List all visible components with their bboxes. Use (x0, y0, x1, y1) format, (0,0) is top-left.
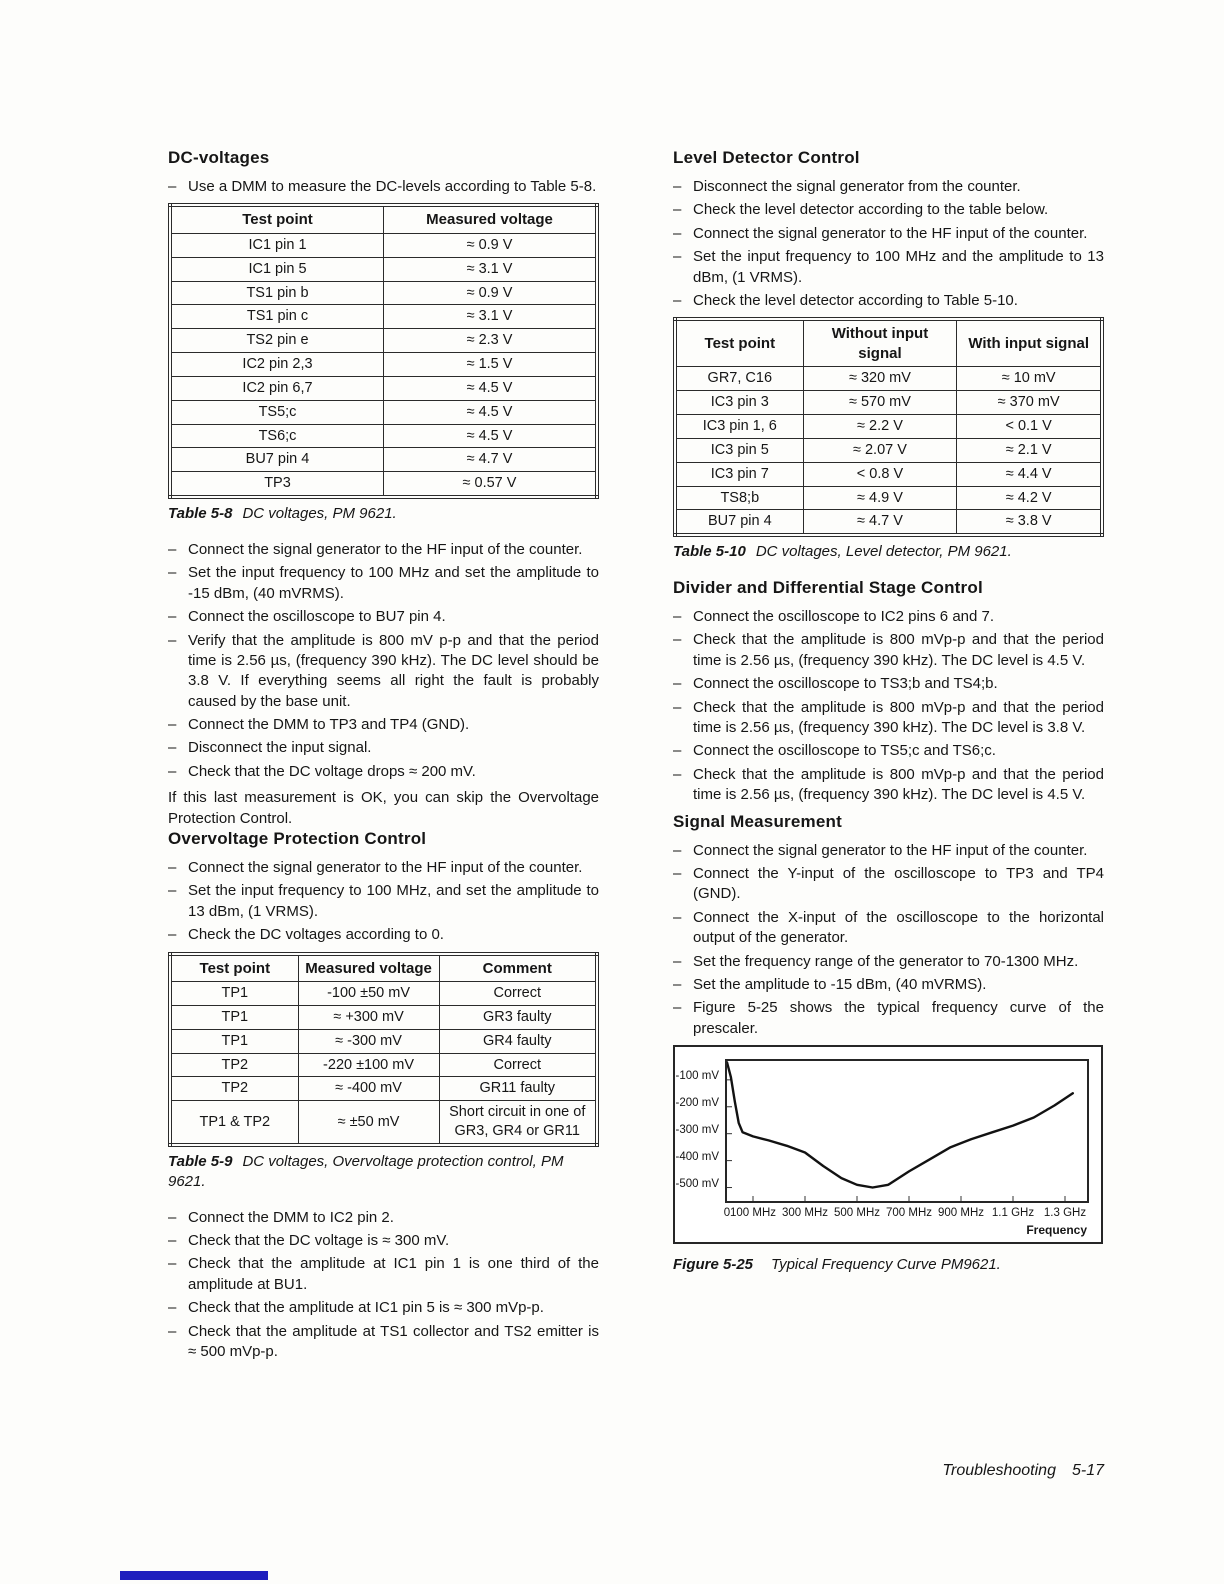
x-tick-label: 0 (723, 1207, 731, 1220)
bullet-dash: – (168, 739, 177, 757)
bullet-text: Set the amplitude to -15 dBm, (40 mVRMS). (693, 975, 987, 993)
list-item (673, 908, 1104, 949)
frequency-curve (727, 1061, 1091, 1201)
test-point-cell: IC3 pin 7 (675, 462, 803, 486)
plot-row (675, 1059, 1089, 1203)
list-item (673, 177, 1104, 197)
list-item (673, 998, 1104, 1039)
list-item (673, 975, 1104, 995)
list-item (168, 1322, 599, 1363)
test-point-cell: TP2 (170, 1077, 298, 1101)
voltage-cell: ≈ -300 mV (298, 1029, 439, 1053)
voltage-cell: ≈ 4.5 V (384, 400, 598, 424)
bullet-dash: – (168, 1232, 177, 1249)
table-row (170, 353, 597, 377)
test-point-cell: TS5;c (170, 400, 384, 424)
bullet-dash: – (168, 926, 177, 944)
y-tick-label: -400 mV (675, 1150, 719, 1163)
table-row (170, 257, 597, 281)
test-point-cell: IC3 pin 5 (675, 438, 803, 462)
list-item (673, 952, 1104, 972)
column-header: Comment (439, 954, 597, 982)
y-tick-label: -100 mV (675, 1069, 719, 1082)
list-item (168, 607, 599, 627)
table-row (170, 1053, 597, 1077)
list-item (168, 540, 599, 560)
bullet-text: Check the level detector according to Table 5-10. (693, 291, 1018, 309)
voltage-cell: -100 ±50 mV (298, 982, 439, 1006)
table-5-10-caption (673, 542, 1104, 562)
bullet-text: Connect the oscilloscope to TS5;c and TS6;c. (693, 742, 996, 760)
bullet-text: Check that the DC voltage drops ≈ 200 mV. (188, 762, 476, 780)
y-tick-label: -300 mV (675, 1123, 719, 1136)
table-5-10-body (675, 367, 1102, 535)
test-point-cell: BU7 pin 4 (675, 510, 803, 535)
caption-label: Table 5-10 (673, 543, 746, 561)
list-item (168, 631, 599, 713)
list-item (673, 841, 1104, 861)
bullet-dash: – (168, 631, 177, 649)
table-row (170, 472, 597, 497)
list-item (168, 563, 599, 604)
table-5-8-body (170, 233, 597, 497)
voltage-cell: ≈ ±50 mV (298, 1101, 439, 1145)
bullet-dash: – (673, 201, 682, 219)
test-point-cell: TS8;b (675, 486, 803, 510)
list-item (673, 630, 1104, 671)
column-header: With input signal (957, 319, 1102, 367)
bullet-dash: – (673, 248, 682, 266)
table-row (170, 305, 597, 329)
table-row (675, 486, 1102, 510)
table-row (675, 415, 1102, 439)
test-point-cell: TP1 (170, 1005, 298, 1029)
list-item (168, 925, 599, 945)
comment-cell: GR11 faulty (439, 1077, 597, 1101)
bullet-dash: – (168, 608, 177, 626)
table-row (170, 376, 597, 400)
bullet-text: Set the frequency range of the generator to 70-1300 MHz. (693, 952, 1079, 970)
bullet-dash: – (673, 908, 682, 926)
table-row (675, 510, 1102, 535)
table-row (170, 1029, 597, 1053)
y-tick-label: -500 mV (675, 1177, 719, 1190)
left-column (168, 148, 599, 1368)
test-point-cell: IC2 pin 2,3 (170, 353, 384, 377)
bullet-text: Connect the signal generator to the HF input of the counter. (188, 859, 583, 877)
caption-text: DC voltages, PM 9621. (242, 505, 397, 523)
test-point-cell: IC3 pin 1, 6 (675, 415, 803, 439)
dc-intro-list (168, 177, 599, 197)
list-item (673, 741, 1104, 761)
table-5-9-caption (168, 1152, 599, 1192)
bullet-text: Verify that the amplitude is 800 mV p-p and that the period time is 2.56 µs, (frequency 390 kHz). The DC level should be 3.8 V. If everything seems all right the fault is probably caused by the base unit. (188, 631, 599, 710)
column-header: Measured voltage (298, 954, 439, 982)
table-row (170, 281, 597, 305)
table-row (675, 438, 1102, 462)
heading-signal-measurement: Signal Measurement (673, 811, 842, 831)
with-signal-cell: ≈ 3.8 V (957, 510, 1102, 535)
column-header: Measured voltage (384, 205, 598, 233)
voltage-cell: ≈ 3.1 V (384, 305, 598, 329)
test-point-cell: TP1 (170, 982, 298, 1006)
without-signal-cell: ≈ 2.07 V (803, 438, 957, 462)
voltage-cell: -220 ±100 mV (298, 1053, 439, 1077)
test-point-cell: IC3 pin 3 (675, 391, 803, 415)
table-row (675, 391, 1102, 415)
x-tick-label: 1.3 GHz (1043, 1207, 1087, 1220)
comment-cell: GR3 faulty (439, 1005, 597, 1029)
test-point-cell: IC1 pin 5 (170, 257, 384, 281)
bullet-text: Connect the signal generator to the HF input of the counter. (188, 540, 583, 558)
bullet-dash: – (673, 742, 682, 760)
table-5-10-header (675, 319, 1102, 367)
test-point-cell: TS6;c (170, 424, 384, 448)
with-signal-cell: < 0.1 V (957, 415, 1102, 439)
caption-text: Typical Frequency Curve PM9621. (771, 1256, 1001, 1274)
test-point-cell: GR7, C16 (675, 367, 803, 391)
header-row (170, 205, 597, 233)
list-item (673, 607, 1104, 627)
list-item (168, 1231, 599, 1251)
without-signal-cell: < 0.8 V (803, 462, 957, 486)
bullet-text: Check the level detector according to the table below. (693, 201, 1049, 219)
voltage-cell: ≈ 4.7 V (384, 448, 598, 472)
table-5-9-header (170, 954, 597, 982)
with-signal-cell: ≈ 4.2 V (957, 486, 1102, 510)
bullet-dash: – (168, 762, 177, 780)
footer-chapter-label: Troubleshooting (942, 1462, 1056, 1479)
table-5-8 (168, 203, 599, 499)
test-point-cell: BU7 pin 4 (170, 448, 384, 472)
bullet-dash: – (168, 1322, 177, 1340)
list-item (168, 1208, 599, 1228)
bullet-dash: – (673, 291, 682, 309)
table-row (675, 462, 1102, 486)
column-header: Test point (170, 954, 298, 982)
list-item (168, 762, 599, 782)
bullet-text: Connect the DMM to TP3 and TP4 (GND). (188, 716, 470, 734)
heading-divider-stage: Divider and Differential Stage Control (673, 578, 983, 598)
table-row (170, 448, 597, 472)
bullet-text: Connect the signal generator to the HF input of the counter. (693, 224, 1088, 242)
list-item (673, 291, 1104, 311)
bullet-dash: – (673, 675, 682, 693)
bullet-dash: – (168, 716, 177, 734)
voltage-cell: ≈ +300 mV (298, 1005, 439, 1029)
page-content (168, 148, 1104, 1368)
without-signal-cell: ≈ 2.2 V (803, 415, 957, 439)
ldc-procedure-list (673, 177, 1104, 311)
dc-procedure-list (168, 540, 599, 782)
caption-label: Table 5-8 (168, 505, 233, 523)
x-tick-label: 700 MHz (885, 1207, 933, 1220)
with-signal-cell: ≈ 10 mV (957, 367, 1102, 391)
scan-artifact-bar (120, 1571, 268, 1580)
test-point-cell: TP2 (170, 1053, 298, 1077)
bullet-dash: – (168, 882, 177, 900)
bullet-text: Check that the amplitude is 800 mVp-p and that the period time is 2.56 µs, (frequency 390 kHz). The DC level is 4.5 V. (693, 765, 1104, 804)
ovp-check-list (168, 1208, 599, 1363)
bullet-text: Figure 5-25 shows the typical frequency curve of the prescaler. (693, 999, 1104, 1037)
voltage-cell: ≈ -400 mV (298, 1077, 439, 1101)
column-header: Test point (170, 205, 384, 233)
header-row (170, 954, 597, 982)
table-row (170, 400, 597, 424)
bullet-text: Check that the DC voltage is ≈ 300 mV. (188, 1232, 450, 1249)
bullet-dash: – (673, 975, 682, 993)
test-point-cell: IC1 pin 1 (170, 233, 384, 257)
x-axis-title: Frequency (1026, 1223, 1087, 1238)
voltage-cell: ≈ 4.5 V (384, 424, 598, 448)
bullet-text: Connect the Y-input of the oscilloscope to TP3 and TP4 (GND). (693, 864, 1104, 903)
bullet-dash: – (673, 608, 682, 626)
bullet-dash: – (168, 859, 177, 877)
bullet-text: Connect the signal generator to the HF input of the counter. (693, 841, 1088, 859)
list-item (168, 738, 599, 758)
table-row (170, 1101, 597, 1145)
voltage-cell: ≈ 0.9 V (384, 281, 598, 305)
bullet-text: Set the input frequency to 100 MHz and the amplitude to 13 dBm, (1 VRMS). (693, 248, 1104, 286)
with-signal-cell: ≈ 2.1 V (957, 438, 1102, 462)
list-item (168, 858, 599, 878)
page-footer (168, 1462, 1104, 1480)
comment-cell: Correct (439, 982, 597, 1006)
list-item (168, 1298, 599, 1318)
bullet-text: Check that the amplitude is 800 mVp-p and that the period time is 2.56 µs, (frequency 390 kHz). The DC level is 3.8 V. (693, 698, 1104, 736)
table-row (170, 329, 597, 353)
voltage-cell: ≈ 3.1 V (384, 257, 598, 281)
heading-dc-voltages: DC-voltages (168, 148, 270, 167)
x-axis-labels (723, 1207, 1091, 1222)
dc-note-paragraph: If this last measurement is OK, you can skip the Overvoltage Protection Control. (168, 789, 599, 827)
test-point-cell: TP3 (170, 472, 384, 497)
x-tick-label: 900 MHz (937, 1207, 985, 1220)
bullet-text: Connect the oscilloscope to TS3;b and TS4;b. (693, 675, 998, 693)
list-item (673, 247, 1104, 288)
right-column (673, 148, 1104, 1368)
test-point-cell: TP1 (170, 1029, 298, 1053)
list-item (673, 200, 1104, 220)
bullet-dash: – (673, 698, 682, 716)
comment-cell: Short circuit in one of GR3, GR4 or GR11 (439, 1101, 597, 1145)
bullet-dash: – (673, 952, 682, 970)
comment-cell: Correct (439, 1053, 597, 1077)
ovp-setup-list (168, 858, 599, 946)
list-item (168, 177, 599, 197)
bullet-text: Check that the amplitude at TS1 collector and TS2 emitter is ≈ 500 mVp-p. (188, 1322, 599, 1360)
without-signal-cell: ≈ 320 mV (803, 367, 957, 391)
table-5-10 (673, 317, 1104, 537)
list-item (168, 715, 599, 735)
bullet-dash: – (673, 841, 682, 859)
table-5-8-caption (168, 504, 599, 524)
header-row (675, 319, 1102, 367)
table-row (170, 1005, 597, 1029)
bullet-text: Set the input frequency to 100 MHz and set the amplitude to -15 dBm, (40 mVRMS). (188, 564, 599, 602)
voltage-cell: ≈ 2.3 V (384, 329, 598, 353)
x-tick-label: 1.1 GHz (991, 1207, 1035, 1220)
list-item (168, 881, 599, 922)
divider-procedure-list (673, 607, 1104, 806)
bullet-text: Use a DMM to measure the DC-levels according to Table 5-8. (188, 178, 597, 195)
table-5-9-body (170, 982, 597, 1145)
bullet-text: Set the input frequency to 100 MHz, and set the amplitude to 13 dBm, (1 VRMS). (188, 882, 599, 920)
table-5-8-header (170, 205, 597, 233)
table-row (170, 233, 597, 257)
list-item (673, 698, 1104, 739)
list-item (168, 1254, 599, 1295)
without-signal-cell: ≈ 4.9 V (803, 486, 957, 510)
caption-text: DC voltages, Overvoltage protection control, PM 9621. (168, 1153, 564, 1190)
bullet-text: Disconnect the input signal. (188, 739, 372, 757)
with-signal-cell: ≈ 4.4 V (957, 462, 1102, 486)
x-tick-label: 500 MHz (833, 1207, 881, 1220)
bullet-text: Connect the oscilloscope to IC2 pins 6 and 7. (693, 608, 995, 626)
voltage-cell: ≈ 1.5 V (384, 353, 598, 377)
bullet-text: Check the DC voltages according to 0. (188, 926, 444, 944)
test-point-cell: TS1 pin c (170, 305, 384, 329)
bullet-dash: – (168, 540, 177, 558)
test-point-cell: TS1 pin b (170, 281, 384, 305)
comment-cell: GR4 faulty (439, 1029, 597, 1053)
list-item (673, 765, 1104, 806)
bullet-text: Connect the DMM to IC2 pin 2. (188, 1208, 394, 1226)
bullet-text: Check that the amplitude is 800 mVp-p and that the period time is 2.56 µs, (frequency 390 kHz). The DC level is 4.5 V. (693, 631, 1104, 669)
list-item (673, 864, 1104, 905)
list-item (673, 674, 1104, 694)
caption-label: Figure 5-25 (673, 1256, 754, 1274)
table-5-9 (168, 952, 599, 1147)
plot-area (725, 1059, 1089, 1203)
y-axis-labels (675, 1059, 725, 1203)
list-item (673, 224, 1104, 244)
caption-text: DC voltages, Level detector, PM 9621. (755, 543, 1012, 561)
bullet-text: Check that the amplitude at IC1 pin 1 is one third of the amplitude at BU1. (188, 1255, 599, 1293)
bullet-dash: – (673, 631, 682, 649)
voltage-cell: ≈ 4.5 V (384, 376, 598, 400)
heading-overvoltage: Overvoltage Protection Control (168, 829, 427, 849)
figure-caption (673, 1256, 1104, 1273)
bullet-dash: – (673, 224, 682, 242)
column-header: Test point (675, 319, 803, 367)
test-point-cell: IC2 pin 6,7 (170, 376, 384, 400)
voltage-cell: ≈ 0.57 V (384, 472, 598, 497)
bullet-text: Disconnect the signal generator from the counter. (693, 178, 1021, 195)
bullet-dash: – (673, 999, 682, 1017)
bullet-text: Check that the amplitude at IC1 pin 5 is ≈ 300 mVp-p. (188, 1299, 544, 1317)
bullet-dash: – (168, 178, 177, 195)
frequency-curve-figure (673, 1045, 1103, 1244)
x-tick-label: 300 MHz (781, 1207, 829, 1220)
signal-procedure-list (673, 841, 1104, 1040)
without-signal-cell: ≈ 4.7 V (803, 510, 957, 535)
with-signal-cell: ≈ 370 mV (957, 391, 1102, 415)
without-signal-cell: ≈ 570 mV (803, 391, 957, 415)
table-row (170, 982, 597, 1006)
test-point-cell: TS2 pin e (170, 329, 384, 353)
voltage-cell: ≈ 0.9 V (384, 233, 598, 257)
bullet-dash: – (673, 864, 682, 882)
table-row (170, 1077, 597, 1101)
bullet-dash: – (168, 1299, 177, 1317)
footer-page-number: 5-17 (1071, 1462, 1104, 1479)
test-point-cell: TP1 & TP2 (170, 1101, 298, 1145)
bullet-dash: – (673, 178, 682, 195)
bullet-dash: – (168, 1208, 177, 1226)
column-header: Without input signal (803, 319, 957, 367)
bullet-dash: – (168, 564, 177, 582)
table-row (675, 367, 1102, 391)
bullet-dash: – (168, 1255, 177, 1273)
x-tick-label: 100 MHz (729, 1207, 777, 1220)
table-row (170, 424, 597, 448)
bullet-dash: – (673, 765, 682, 783)
caption-label: Table 5-9 (168, 1153, 233, 1171)
heading-level-detector: Level Detector Control (673, 148, 860, 167)
bullet-text: Connect the oscilloscope to BU7 pin 4. (188, 608, 446, 626)
y-tick-label: -200 mV (675, 1096, 719, 1109)
bullet-text: Connect the X-input of the oscilloscope to the horizontal output of the generator. (693, 908, 1104, 947)
